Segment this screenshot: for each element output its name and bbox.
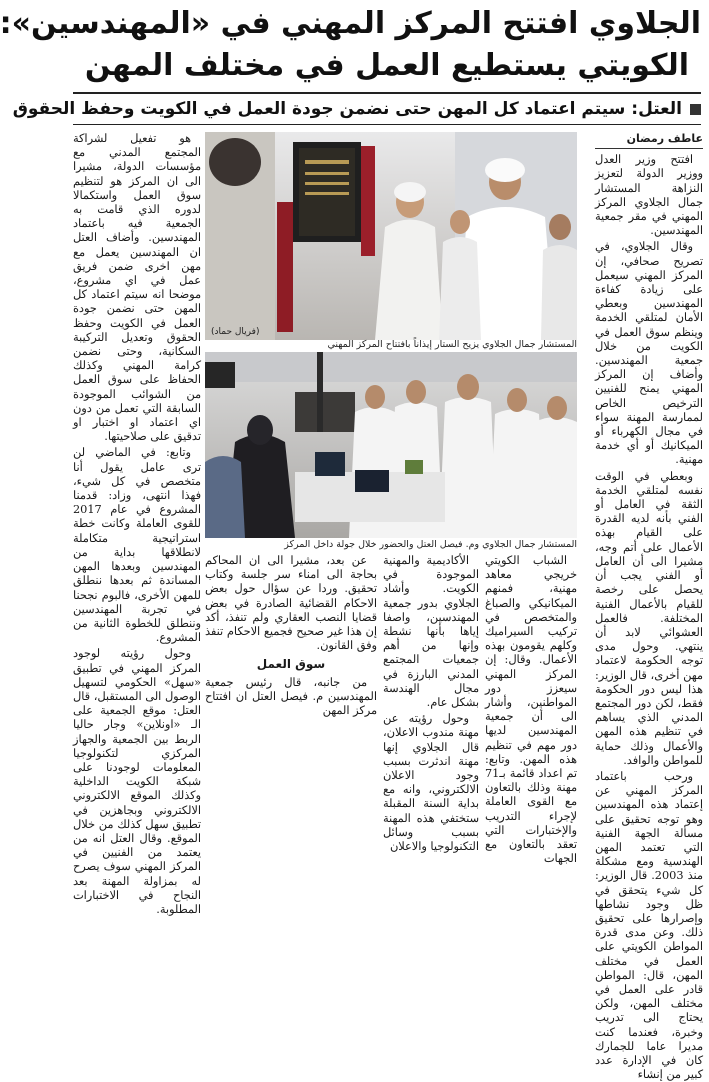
paragraph: الأكاديمية والمهنية الموجودة في الكويت. وأشاد الجلاوي بدور جمعية المهندسين، واصفا إياها بأنها نشطة وإنها من أهم جمعيات المجتمع المدني البارزة في مجال الهندسة بشكل عام. <box>383 554 479 710</box>
bullet-square-icon <box>690 104 701 115</box>
headline-line-1: الجلاوي افتتح المركز المهني في «المهندسين»: <box>0 6 701 41</box>
paragraph: وقال الجلاوي، في تصريح صحافي، إن المركز المهني سيعمل على زيادة كفاءة المهندسين وبعطي الأمان لمتلقي الخدمة وينظم سوق العمل في الكويت من خلال جمعية المهندسين. وأضاف إن المركز المهني يمنح للفنيين الترخيص الخاص لممارسة المهنة سواء في مجال الكهرباء أو الميكانيك أو أي خدمة مهنية. <box>595 240 703 467</box>
paragraph: ورحب باعتماد المركز المهني عن إعتماد هذه المهندسين وهو توجه تحقيق على مسألة الجهة الفنية التي تعتمد المهن الهندسية ومع مشكلة منذ 2003. قال الوزير: كل شيء يتحقق في ظل وجود نشاطها وإصرارها على تحقيق ذلك. وعن مدى قدرة المواطن الكويتي على العمل في مختلف المهن، قال: المواطن قادر على العمل في مختلف المهن، ولكن يحتاج الى تدريب وخبرة، فعندما كنت مديرا عاما للجمارك كان في الإدارة عدد كبير من إنشاء <box>595 769 703 1082</box>
byline: عاطف رمضان <box>595 132 703 149</box>
paragraph: افتتح وزير العدل ووزير الدولة لتعزيز النزاهة المستشار جمال الجلاوي المركز المهني في مقر جمعية المهندسين. <box>595 153 703 238</box>
subhead-market: سوق العمل <box>256 657 326 672</box>
subheadline-text: العتل: سيتم اعتماد كل المهن حتى نضمن جودة العمل في الكويت وحفظ الحقوق <box>12 99 682 119</box>
article-column-mid-right <box>485 554 577 866</box>
article-column-mid-farleft <box>205 554 377 722</box>
article-column-left <box>73 132 201 916</box>
photo-tour <box>205 352 577 538</box>
paragraph: وتابع: في الماضي لن ترى عامل يقول أنا متخصص في كل شيء، فهذا انتهى، وزاد: قدمنا المشروع في عام 2017 للقوى العاملة وكانت خطة استراتيجية متكاملة لانطلاقها بداية من المهندسين وبعدها المهن المساندة ثم بعدها ننطلق للمهن الأخرى، فالبوم نجحنا في تجربة المهندسين وننطلق للخطوة الثانية من المشروع. <box>73 446 201 645</box>
headline-rule <box>73 92 701 94</box>
headline-line-2: الكويتي يستطيع العمل في مختلف المهن <box>84 48 690 83</box>
photo-tour-image <box>205 352 577 538</box>
photo-tour-caption: المستشار جمال الجلاوي وم. فيصل العتل والحضور خلال جولة داخل المركز <box>284 539 577 550</box>
paragraph: الشباب الكويتي خريجي معاهد مهنية، فمنهم الميكانيكي والصباغ والمتخصص في تركيب السيراميك وكلهم يقومون بهذه الأعمال. وقال: إن المركز المهني سيعزز دور المواطنين، وأشار الى أن جمعية المهندسين لديها دور مهم في تنظيم هذه المهن. وتابع: تم اعداد قائمة بـ71 مهنة وذلك بالتعاون مع القوى العاملة لإجراء التدريب والإختبارات التي تعقد بالتعاون مع الجهات <box>485 554 577 866</box>
paragraph: وحول رؤيته لوجود المركز المهني في تطبيق «سهل» الحكومي لتسهيل الوصول الى المستقبل، قال العتل: موقع الجمعية على الـ «اونلاين» وجار حاليا الربط بين الجمعية والجهاز المركزي لتكنولوجيا المعلومات لوجودنا على شبكة الكويت الداخلية وكذلك الموقع الالكتروني الالكتروني وبجاهزين في تطبيق سهل كذلك من خلال الموقع. وقال العتل انه من يعتمد من الفنيين في المركز المهني سوف يصرح له بمزاولة المهنة بعد النجاح في الاختبارات المطلوبة. <box>73 647 201 916</box>
photo-unveiling-image <box>205 132 577 340</box>
subheadline-rule <box>73 124 701 125</box>
photo-credit: (فريال حماد) <box>211 327 260 337</box>
paragraph: هو تفعيل لشراكة المجتمع المدني مع مؤسسات الدولة، مشيرا الى ان المركز هو لتنظيم سوق العمل واستكمالا لدوره الذي قامت به الجمعية فيه باعتماد المهندسين. وأضاف العتل ان المهندسين يعمل مع مهن اخرى ضمن فريق عمل في اي مشروع، موضحا انه سيتم اعتماد كل المهن حتى نضمن جودة العمل في الكويت وحفظ الحقوق وتعديل التركيبة السكانية، وحتى نضمن كرامة المهني وكذلك الحفاظ على سوق العمل من الشوائب الموجودة السابقة التي تعمل من دون اي اعتماد او اختبار او تدقيق على صلاحيتها. <box>73 132 201 444</box>
paragraph: وبعطي في الوقت نفسه لمتلقي الخدمة الثقة في العامل أو الفني بأنه لديه القدرة على القيام بهذه الأعمال على أتم وجه، مشيرا الى أن العامل أو الفني يجب أن يحصل على رخصة للقيام بالأعمال الفنية المختلفة. فالعمل العشوائي لابد أن ينتهي. وحول مدى توجه الحكومة لاعتماد مهن أخرى، قال الوزير: هذا ليس دور الحكومة فقط، لكن دور المجتمع المدني الذي يساهم في تنظيم هذه المهن والأعمال وذلك حماية للمواطن والوافد. <box>595 469 703 767</box>
paragraph: من جانبه، قال رئيس جمعية المهندسين م. فيصل العتل ان افتتاح مركز المهن <box>205 675 377 718</box>
article-column-right <box>595 132 703 1082</box>
paragraph: وحول رؤيته عن مهنة مندوب الاعلان، قال الجلاوي إنها مهنة اندثرت بسبب وجود الاعلان الالكتروني، وانه مع بداية السنة المقبلة ستختفي هذه المهنة بسبب وسائل التكنولوجيا والاعلان <box>383 712 479 854</box>
article-column-mid-left <box>383 554 479 854</box>
subheadline <box>12 96 701 122</box>
paragraph: عن بعد، مشيرا الى ان المحاكم بحاجة الى امناء سر جلسة وكتاب تحقيق. وردا عن سؤال حول بعض الاحكام القضائية الصادرة في بعض قضايا النصب العقاري ولم تنفذ، أكد إن هذا غير صحيح فجميع الاحكام تنفذ وفق القانون. <box>205 554 377 653</box>
photo-unveiling <box>205 132 577 340</box>
photo-unveiling-caption: المستشار جمال الجلاوي يزيح الستار إيذاناً بافتتاح المركز المهني <box>327 339 577 350</box>
